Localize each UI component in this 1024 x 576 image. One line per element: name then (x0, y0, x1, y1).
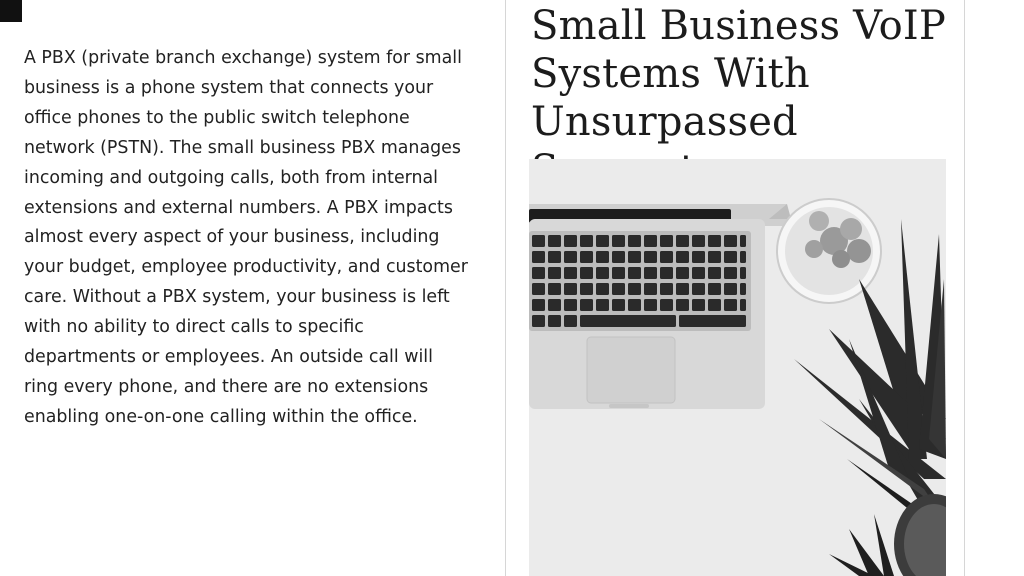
keyboard-key (724, 235, 737, 247)
keyboard-key (580, 235, 593, 247)
keyboard-key (708, 251, 721, 263)
trackpad (587, 337, 675, 403)
keyboard-key (679, 315, 746, 327)
keyboard-key (596, 299, 609, 311)
keyboard-key (548, 267, 561, 279)
keyboard-key (532, 299, 545, 311)
keyboard-key (548, 299, 561, 311)
keyboard-key (644, 267, 657, 279)
body-paragraph: A PBX (private branch exchange) system for small business is a phone system that connects your office phones to the public switch telephone network (PSTN). The small business PBX manages incoming and outgoing calls, both from internal extensions and external numbers. A PBX impacts almost every aspect of your business, including your budget, employee productivity, and customer care. Without a PBX system, your business is left with no ability to direct calls to specific departments or employees. An outside call will ring every phone, and there are no extensions enabling one-on-one calling within the office. (24, 48, 468, 427)
keyboard-key (660, 299, 673, 311)
keyboard-key (740, 299, 746, 311)
keyboard-key (644, 251, 657, 263)
keyboard-key (532, 235, 545, 247)
keyboard-key (580, 299, 593, 311)
keyboard-key (724, 251, 737, 263)
keyboard-key (644, 299, 657, 311)
keyboard-key (724, 267, 737, 279)
keyboard-key (564, 315, 577, 327)
laptop-plant-photo (529, 159, 946, 576)
keyboard-key (564, 299, 577, 311)
keyboard-key (596, 283, 609, 295)
keyboard-key (612, 299, 625, 311)
keyboard-key (740, 267, 746, 279)
keyboard-key (580, 267, 593, 279)
corner-square-mark (0, 0, 22, 22)
keyboard-key (628, 251, 641, 263)
keyboard-key (612, 251, 625, 263)
keyboard-key (708, 267, 721, 279)
keyboard-key (660, 235, 673, 247)
keyboard-key (676, 235, 689, 247)
keyboard-key (740, 283, 746, 295)
keyboard-key (628, 235, 641, 247)
keyboard-key (708, 235, 721, 247)
title-line-3: Unsurpassed (531, 99, 798, 145)
keyboard-key (548, 283, 561, 295)
keyboard-key (548, 251, 561, 263)
keyboard-key (676, 299, 689, 311)
keyboard-key (692, 251, 705, 263)
keyboard-key (692, 267, 705, 279)
keyboard-key (532, 251, 545, 263)
keyboard-key (692, 283, 705, 295)
title-line-2: Systems With (531, 51, 810, 97)
cactus-bowl (777, 199, 881, 303)
keyboard-key (596, 235, 609, 247)
title-line-1: Small Business VoIP (531, 3, 946, 49)
keyboard-key (612, 283, 625, 295)
keyboard-key (628, 299, 641, 311)
keyboard-key (580, 283, 593, 295)
keyboard-key (660, 283, 673, 295)
keyboard-key (660, 251, 673, 263)
keyboard-key (676, 267, 689, 279)
keyboard-key (708, 299, 721, 311)
keyboard-key (724, 283, 737, 295)
keyboard-key (740, 235, 746, 247)
keyboard-key (724, 299, 737, 311)
keyboard-key (580, 251, 593, 263)
keyboard-key (676, 251, 689, 263)
column-divider-left (505, 0, 506, 576)
keyboard-key (692, 299, 705, 311)
keyboard-key (644, 283, 657, 295)
keyboard-key (548, 315, 561, 327)
column-divider-right (964, 0, 965, 576)
keyboard-key (676, 283, 689, 295)
keyboard-key (596, 251, 609, 263)
keyboard-key (692, 235, 705, 247)
keyboard-key (564, 283, 577, 295)
keyboard-key (596, 267, 609, 279)
keyboard-key (532, 267, 545, 279)
keyboard-key (612, 235, 625, 247)
keyboard-key (580, 315, 676, 327)
keyboard-key (628, 283, 641, 295)
keyboard-key (660, 267, 673, 279)
keyboard-key (644, 235, 657, 247)
keyboard-key (548, 235, 561, 247)
keyboard-key (564, 267, 577, 279)
laptop (529, 204, 791, 409)
keyboard-key (564, 235, 577, 247)
keyboard-key (708, 283, 721, 295)
keyboard-key (740, 251, 746, 263)
keyboard-key (564, 251, 577, 263)
keyboard-key (532, 315, 545, 327)
keyboard-key (628, 267, 641, 279)
keyboard-key (532, 283, 545, 295)
keyboard-key (612, 267, 625, 279)
